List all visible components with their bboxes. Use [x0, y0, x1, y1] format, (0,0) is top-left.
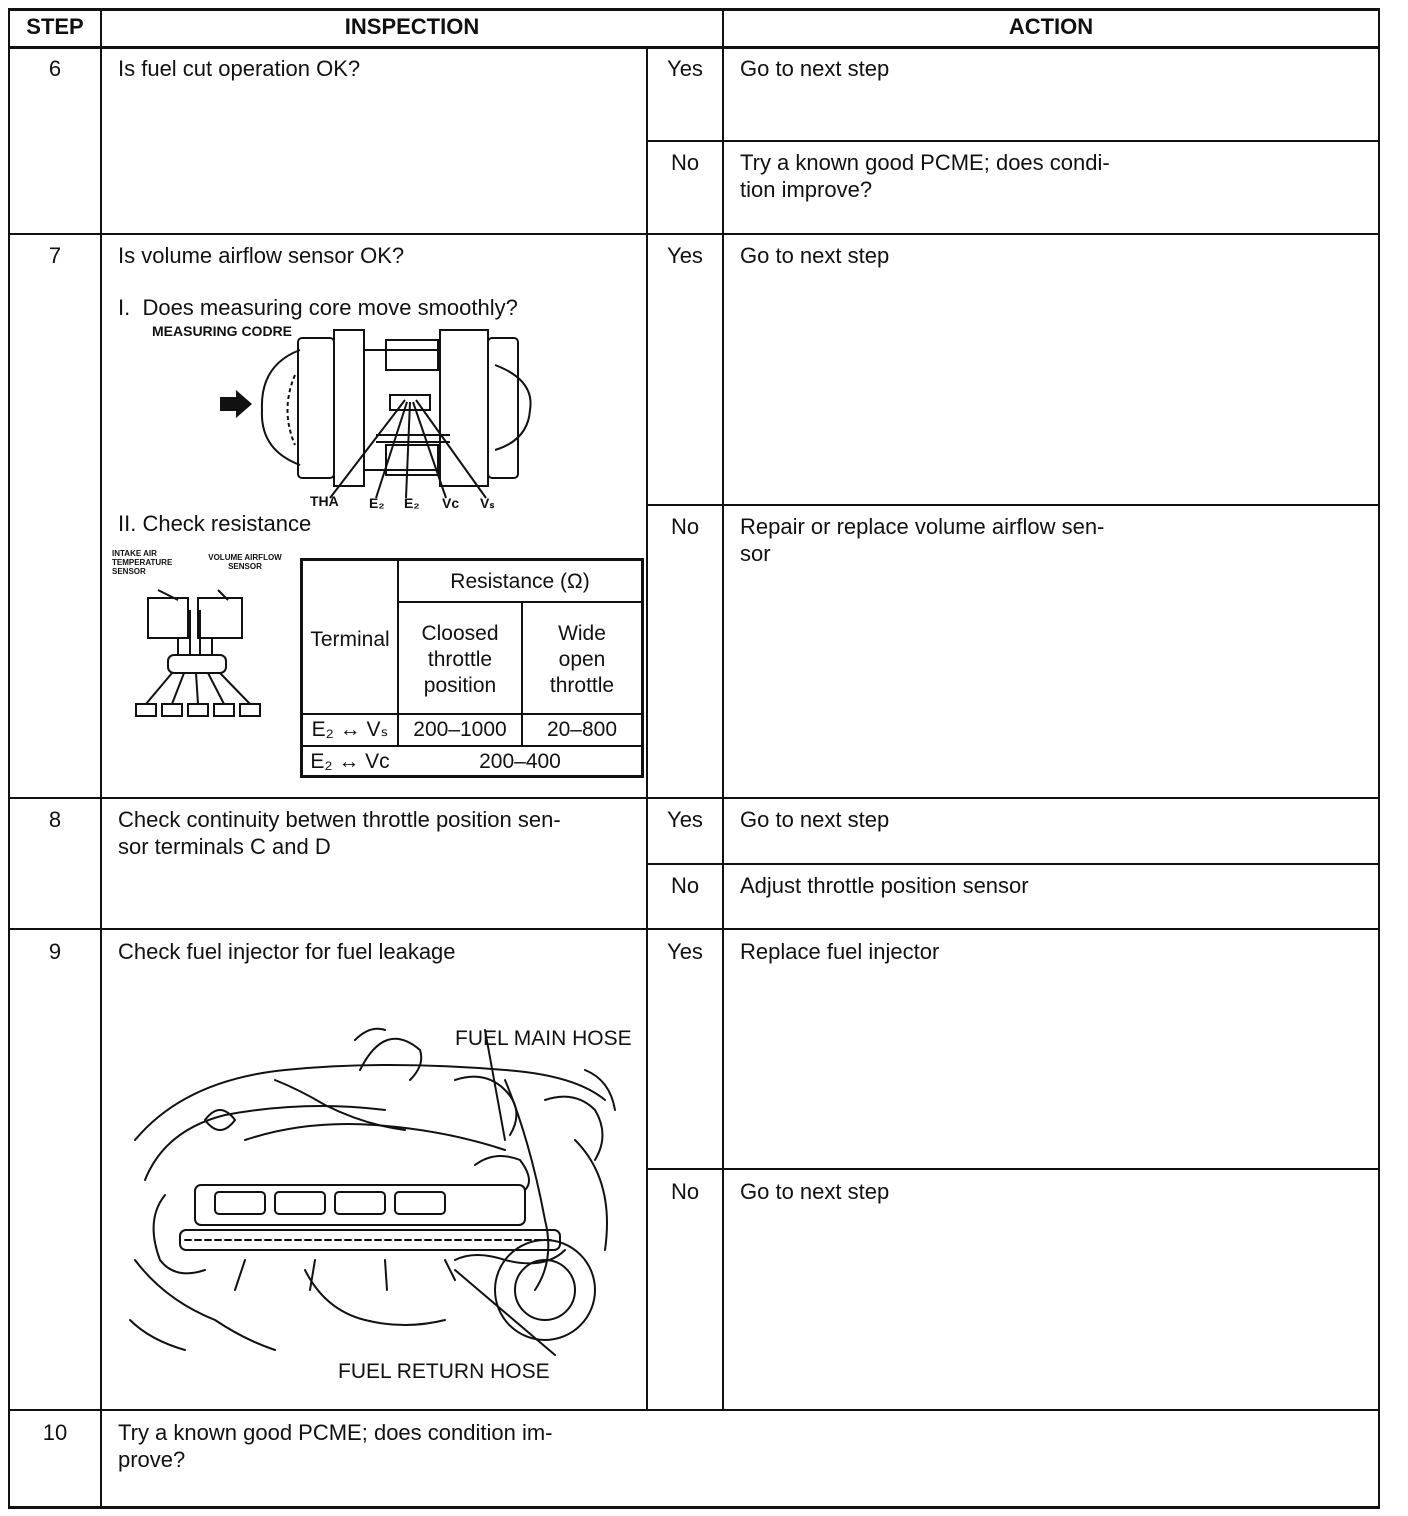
- yes-label: Yes: [667, 939, 703, 964]
- intake-air-temp-label: INTAKE AIR TEMPERATURE SENSOR: [112, 549, 173, 576]
- row-divider: [8, 233, 1380, 235]
- volume-airflow-label: VOLUME AIRFLOW SENSOR: [208, 553, 282, 571]
- action-column-divider: [722, 8, 724, 1410]
- step-number: 10: [42, 1420, 68, 1445]
- yes-label: Yes: [667, 56, 703, 81]
- inspection-text: Check continuity betwen throttle position sen- sor terminals C and D: [118, 807, 561, 859]
- table-border-bottom: [8, 1506, 1380, 1509]
- terminal-label: E₂: [404, 495, 420, 511]
- resistance-cell: 200–400: [479, 750, 561, 773]
- terminal-label: Vₛ: [480, 495, 495, 511]
- step-number: 9: [48, 939, 62, 964]
- yes-action: Go to next step: [740, 243, 890, 268]
- terminal-label: THA: [310, 493, 339, 509]
- wide-open-header: Wide open throttle: [549, 622, 615, 697]
- yes-action: Go to next step: [740, 807, 890, 832]
- inspection-text: Is volume airflow sensor OK?: [118, 243, 405, 268]
- airflow-sensor-diagram: [210, 320, 550, 520]
- yes-no-divider: [646, 1168, 1380, 1170]
- no-action: Adjust throttle position sensor: [740, 873, 1029, 898]
- row-divider: [8, 1409, 1380, 1411]
- terminal-label: Vᴄ: [442, 495, 460, 511]
- yes-label: Yes: [667, 807, 703, 832]
- inspection-subitem: I. Does measuring core move smoothly?: [118, 295, 518, 320]
- inspection-text: Check fuel injector for fuel leakage: [118, 939, 456, 964]
- measuring-core-label: MEASURING CODRE: [152, 323, 293, 339]
- no-label: No: [670, 150, 700, 175]
- yes-action: Replace fuel injector: [740, 939, 940, 964]
- resistance-cell: 200–1000: [413, 718, 507, 741]
- header-inspection: INSPECTION: [344, 14, 480, 39]
- no-label: No: [670, 514, 700, 539]
- wiring-schematic: [128, 580, 268, 720]
- header-divider: [8, 46, 1380, 49]
- inspection-subitem: II. Check resistance: [118, 511, 312, 536]
- inspection-text: Try a known good PCME; does condition im- prove?: [118, 1420, 553, 1472]
- no-label: No: [670, 873, 700, 898]
- table-border-top: [8, 8, 1380, 11]
- step-number: 8: [48, 807, 62, 832]
- fuel-return-hose-label: FUEL RETURN HOSE: [338, 1360, 550, 1383]
- row-divider: [8, 928, 1380, 930]
- fuel-main-hose-label: FUEL MAIN HOSE: [455, 1027, 632, 1050]
- terminal-cell: E₂ ↔ Vₛ: [311, 718, 389, 741]
- resistance-table: [300, 558, 644, 778]
- yes-no-divider: [646, 863, 1380, 865]
- step-number: 7: [48, 243, 62, 268]
- no-action: Repair or replace volume airflow sen- sor: [740, 514, 1105, 566]
- yes-no-divider: [646, 504, 1380, 506]
- no-label: No: [670, 1179, 700, 1204]
- flow-arrow-icon: [220, 390, 252, 418]
- closed-throttle-header: Cloosed throttle position: [421, 622, 499, 697]
- terminal-label: E₂: [369, 495, 385, 511]
- resistance-cell: 20–800: [546, 718, 618, 741]
- header-step: STEP: [26, 14, 84, 39]
- yes-no-divider: [646, 140, 1380, 142]
- inspection-text: Is fuel cut operation OK?: [118, 56, 361, 81]
- header-action: ACTION: [1008, 14, 1094, 39]
- no-action: Try a known good PCME; does condi- tion improve?: [740, 150, 1110, 202]
- yes-label: Yes: [667, 243, 703, 268]
- row-divider: [8, 797, 1380, 799]
- terminal-header: Terminal: [310, 628, 390, 651]
- terminal-cell: E₂ ↔ Vᴄ: [310, 750, 390, 773]
- yes-action: Go to next step: [740, 56, 890, 81]
- step-number: 6: [48, 56, 62, 81]
- no-action: Go to next step: [740, 1179, 890, 1204]
- resistance-header: Resistance (Ω): [450, 570, 590, 593]
- fuel-injector-diagram: [125, 1020, 625, 1360]
